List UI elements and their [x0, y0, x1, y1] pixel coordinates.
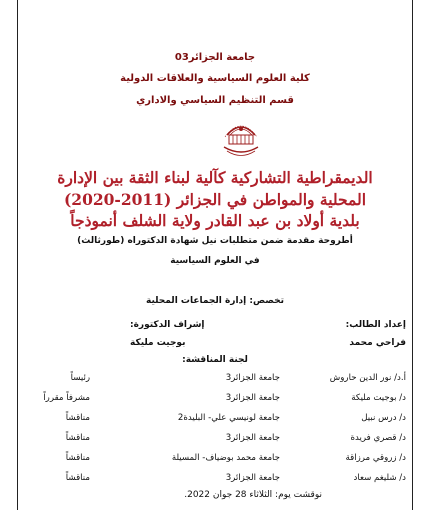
thesis-description: أطروحة مقدمة ضمن متطلبات نيل شهادة الدكتوراه (طورثالث): [77, 236, 353, 246]
thesis-specialization: تخصص: إدارة الجماعات المحلية: [145, 296, 285, 306]
department-name: قسم التنظيم السياسي والاداري: [136, 95, 294, 106]
committee-member-role: مناقشاً: [65, 413, 90, 423]
committee-member-name: د/ شليغم سعاد: [353, 473, 406, 483]
committee-member-row: [18, 453, 412, 469]
committee-title: لجنة المناقشة:: [182, 355, 248, 365]
committee-member-role: رئيساً: [70, 373, 90, 383]
committee-member-institution: جامعة الجزائر3: [225, 373, 280, 383]
committee-member-name: د/ درس نبيل: [361, 413, 406, 423]
committee-member-institution: جامعة الجزائر3: [225, 433, 280, 443]
thesis-title-line-3: بلدية أولاد بن عبد القادر ولاية الشلف أنموذجاً: [70, 211, 360, 230]
thesis-title-line-1: الديمقراطية التشاركية كآلية لبناء الثقة بين الإدارة: [57, 168, 373, 187]
committee-member-row: [18, 373, 412, 389]
committee-member-row: [18, 433, 412, 449]
university-name: جامعة الجزائر03: [174, 52, 256, 63]
committee-member-institution: جامعة الجزائر3: [225, 393, 280, 403]
committee-member-institution: جامعة الجزائر3: [225, 473, 280, 483]
university-logo-graphic: [221, 113, 261, 165]
thesis-title-line-2: المحلية والمواطن في الجزائر (2011-2020): [63, 190, 367, 209]
committee-member-row: [18, 393, 412, 409]
committee-member-institution: جامعة محمد بوضياف- المسيلة: [171, 453, 280, 463]
defense-date: نوقشت يوم: الثلاثاء 28 جوان 2022.: [184, 490, 322, 500]
committee-member-name: د/ قصري فريدة: [350, 433, 406, 443]
committee-member-role: مناقشاً: [65, 473, 90, 483]
student-label: إعداد الطالب:: [345, 320, 406, 330]
university-logo: [221, 113, 261, 165]
committee-member-name: د/ بوجيت مليكة: [351, 393, 406, 403]
thesis-field: في العلوم السياسية: [170, 256, 260, 266]
document-page: [17, 0, 413, 510]
supervisor-name: بوجيت مليكة: [130, 338, 186, 348]
faculty-name: كلية العلوم السياسية والعلاقات الدولية: [120, 73, 310, 84]
committee-member-row: [18, 473, 412, 489]
committee-member-name: أ.د/ نور الدين حاروش: [329, 373, 406, 383]
committee-member-institution: جامعة لونيسي علي- البليدة2: [177, 413, 280, 423]
committee-member-role: مشرفاً مقرراً: [43, 393, 90, 403]
supervisor-label: إشراف الدكتورة:: [130, 320, 205, 330]
committee-member-role: مناقشاً: [65, 433, 90, 443]
student-name: فراحي محمد: [349, 338, 406, 348]
committee-member-role: مناقشاً: [65, 453, 90, 463]
committee-member-name: د/ زروقي مرزاقة: [345, 453, 406, 463]
committee-member-row: [18, 413, 412, 429]
